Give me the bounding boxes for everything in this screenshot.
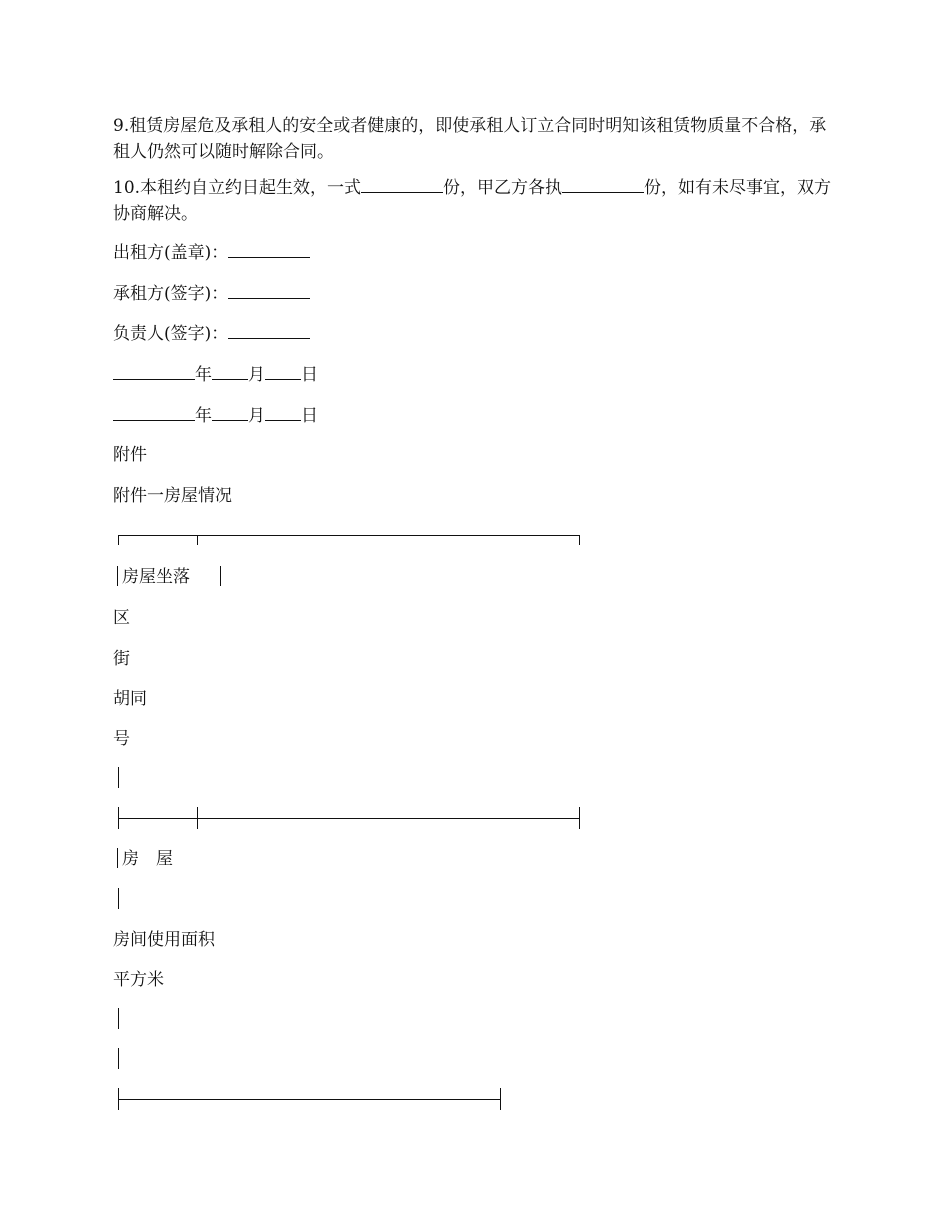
copies-total-blank[interactable] bbox=[361, 175, 443, 193]
year-blank[interactable] bbox=[113, 403, 195, 421]
location-row bbox=[117, 566, 221, 588]
table-cell-border bbox=[118, 888, 119, 909]
lessee-label: 承租方(签字)： bbox=[113, 284, 229, 304]
lessee-signature-line bbox=[113, 281, 310, 305]
lessor-signature-line bbox=[113, 240, 310, 264]
month-blank[interactable] bbox=[212, 362, 248, 380]
area-unit-label: 平方米 bbox=[113, 970, 164, 990]
clause-9-text: 9.租赁房屋危及承租人的安全或者健康的，即使承租人订立合同时明知该租赁物质量不合格，承租人仍然可以随时解除合同。 bbox=[113, 116, 827, 162]
district-label: 区 bbox=[113, 608, 130, 628]
table-top-border bbox=[118, 535, 580, 536]
table-corner-tick bbox=[118, 535, 119, 545]
house-label: 房 屋 bbox=[122, 849, 173, 869]
attachments-heading: 附件 bbox=[113, 445, 147, 465]
table-cell-border bbox=[500, 1088, 501, 1110]
clause-10-text-3: 份，如有未尽事宜，双方协商解决。 bbox=[113, 178, 832, 224]
table-cell-border bbox=[118, 1088, 119, 1110]
day-blank[interactable] bbox=[265, 403, 301, 421]
street-label: 街 bbox=[113, 649, 130, 669]
clause-10-text-1: 10.本租约自立约日起生效，一式 bbox=[113, 178, 362, 198]
day-label: 日 bbox=[301, 406, 318, 426]
responsible-label: 负责人(签字)： bbox=[113, 324, 229, 344]
day-label: 日 bbox=[301, 365, 318, 385]
table-cell-border bbox=[118, 807, 119, 829]
table-bottom-border bbox=[118, 1099, 501, 1100]
number-label: 号 bbox=[113, 729, 130, 749]
table-cell-border bbox=[220, 566, 221, 586]
table-cell-border bbox=[579, 807, 580, 829]
year-label: 年 bbox=[195, 365, 212, 385]
table-row-border bbox=[118, 818, 580, 819]
table-cell-border bbox=[197, 807, 198, 829]
responsible-signature-line bbox=[113, 321, 310, 345]
lessee-signature-blank[interactable] bbox=[228, 281, 310, 299]
table-cell-border bbox=[118, 767, 119, 788]
table-cell-border bbox=[117, 848, 118, 868]
day-blank[interactable] bbox=[265, 362, 301, 380]
month-label: 月 bbox=[248, 365, 265, 385]
clause-10-text-2: 份，甲乙方各执 bbox=[443, 178, 563, 198]
table-cell-border bbox=[118, 1048, 119, 1069]
date-line-1 bbox=[113, 362, 318, 386]
date-line-2 bbox=[113, 403, 318, 427]
hutong-label: 胡同 bbox=[113, 689, 147, 709]
house-row bbox=[117, 848, 173, 870]
table-divider-tick bbox=[197, 535, 198, 545]
lessor-signature-blank[interactable] bbox=[228, 240, 310, 258]
month-blank[interactable] bbox=[212, 403, 248, 421]
clause-9 bbox=[113, 113, 838, 165]
attachment-1-title: 附件一房屋情况 bbox=[113, 486, 232, 506]
year-label: 年 bbox=[195, 406, 212, 426]
table-cell-border bbox=[118, 1008, 119, 1029]
lessor-label: 出租方(盖章)： bbox=[113, 243, 229, 263]
location-label: 房屋坐落 bbox=[122, 567, 190, 587]
year-blank[interactable] bbox=[113, 362, 195, 380]
month-label: 月 bbox=[248, 406, 265, 426]
room-area-label: 房间使用面积 bbox=[113, 930, 215, 950]
clause-10 bbox=[113, 175, 838, 227]
table-cell-border bbox=[117, 566, 118, 586]
copies-each-blank[interactable] bbox=[562, 175, 644, 193]
table-corner-tick bbox=[579, 535, 580, 545]
responsible-signature-blank[interactable] bbox=[228, 321, 310, 339]
